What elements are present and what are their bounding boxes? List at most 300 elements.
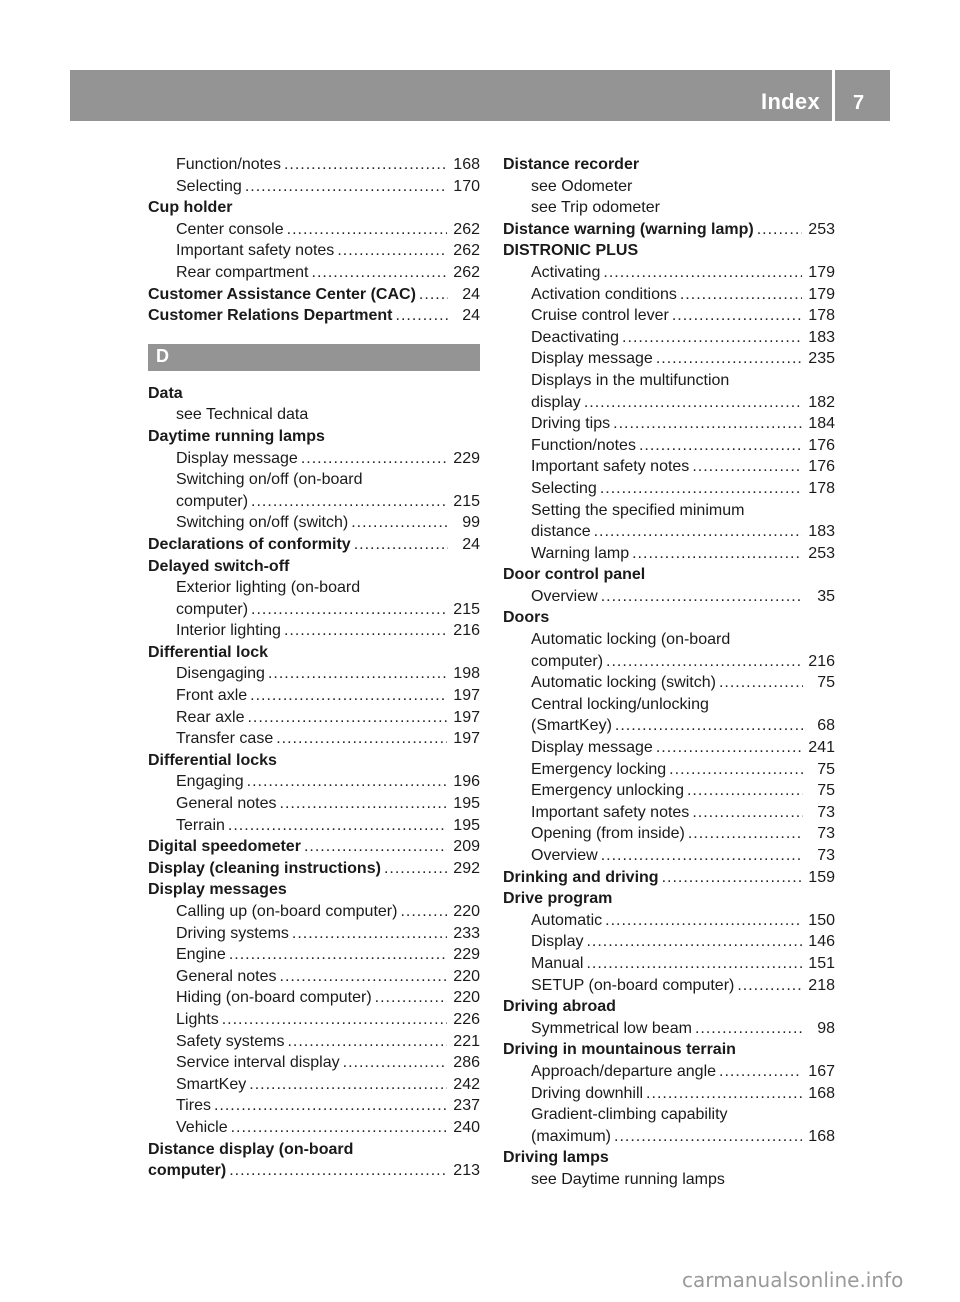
index-entry-sub	[503, 327, 835, 349]
dot-leader	[600, 478, 802, 500]
entry-label: Calling up (on-board computer)	[176, 901, 400, 923]
entry-label: Display message	[531, 737, 656, 759]
dot-leader	[247, 707, 447, 729]
entry-label: Important safety notes	[531, 456, 692, 478]
index-entry-main	[503, 867, 835, 889]
index-entry-sub	[503, 392, 835, 414]
entry-label: Symmetrical low beam	[531, 1018, 695, 1040]
entry-label: Warning lamp	[531, 543, 632, 565]
dot-leader	[280, 793, 448, 815]
index-entry-sub	[148, 1052, 480, 1074]
dot-leader	[312, 262, 448, 284]
page-reference: 168	[453, 156, 480, 173]
index-entry-sub	[148, 987, 480, 1009]
entry-label: Driving systems	[176, 923, 292, 945]
page-reference: 98	[817, 1019, 835, 1037]
entry-label: Distance warning (warning lamp)	[503, 219, 757, 241]
index-entry-sub	[148, 1074, 480, 1096]
index-entry-sub	[503, 953, 835, 975]
entry-label: distance	[531, 521, 594, 543]
entry-label: Selecting	[176, 176, 245, 198]
page-reference: 242	[453, 1075, 480, 1093]
entry-label: Activation conditions	[531, 284, 680, 306]
entry-label: DISTRONIC PLUS	[503, 240, 641, 262]
entry-label: Cup holder	[148, 197, 235, 219]
dot-leader	[229, 1160, 447, 1182]
entry-label: Display message	[176, 448, 301, 470]
index-entry-sub	[503, 1126, 835, 1148]
dot-leader	[646, 1083, 802, 1105]
page-reference: 151	[808, 954, 835, 972]
page-reference: 216	[808, 652, 835, 670]
page-number-box	[835, 70, 890, 121]
index-entry-sub	[148, 599, 480, 621]
dot-leader	[719, 1061, 802, 1083]
page-reference: 262	[453, 220, 480, 238]
dot-leader	[639, 435, 802, 457]
dot-leader	[400, 901, 447, 923]
dot-leader	[351, 512, 448, 534]
dot-leader	[375, 987, 448, 1009]
entry-label: Important safety notes	[531, 802, 692, 824]
page-reference: 176	[808, 458, 835, 476]
index-entry-sub	[503, 197, 835, 219]
entry-label: Cruise control lever	[531, 305, 672, 327]
page-reference: 209	[453, 838, 480, 856]
index-entry-sub	[148, 1095, 480, 1117]
entry-label: Automatic locking (switch)	[531, 672, 719, 694]
entry-label: Distance display (on-board	[148, 1139, 356, 1161]
entry-label: Switching on/off (switch)	[176, 512, 351, 534]
index-entry-sub	[148, 1117, 480, 1139]
index-entry-main	[148, 642, 480, 664]
page-reference: 216	[453, 622, 480, 640]
index-entry-sub	[503, 931, 835, 953]
index-entry-main	[503, 888, 835, 910]
entry-label: Doors	[503, 607, 552, 629]
section-header-d	[148, 344, 480, 371]
page-reference: 178	[808, 479, 835, 497]
index-entry-sub	[503, 975, 835, 997]
dot-leader	[222, 1009, 448, 1031]
page-reference: 24	[462, 285, 480, 303]
entry-label: General notes	[176, 966, 280, 988]
dot-leader	[669, 759, 803, 781]
page-reference: 150	[808, 911, 835, 929]
entry-label: Function/notes	[176, 154, 284, 176]
entry-label: Setting the specified minimum	[531, 500, 747, 522]
entry-label: Safety systems	[176, 1031, 287, 1053]
entry-label: Approach/departure angle	[531, 1061, 719, 1083]
dot-leader	[245, 176, 447, 198]
watermark: carmanualsonline.info	[682, 1268, 904, 1292]
index-entries-right	[503, 154, 835, 1191]
index-entry-main	[148, 426, 480, 448]
section-letter: D	[156, 345, 169, 366]
index-entry-sub	[503, 1061, 835, 1083]
entry-label: (SmartKey)	[531, 715, 615, 737]
index-entry-sub	[148, 1009, 480, 1031]
dot-leader	[586, 953, 802, 975]
entry-label: Switching on/off (on-board	[176, 469, 365, 491]
index-entry-sub	[503, 1083, 835, 1105]
dot-leader	[656, 348, 802, 370]
index-entry-sub	[148, 512, 480, 534]
entry-label: Center console	[176, 219, 287, 241]
index-entry-sub	[503, 348, 835, 370]
index-entry-sub	[503, 435, 835, 457]
index-entry-main	[148, 836, 480, 858]
page-reference: 159	[808, 868, 835, 886]
page-reference: 286	[453, 1054, 480, 1072]
dot-leader	[268, 663, 447, 685]
index-entry-main	[503, 1039, 835, 1061]
index-entry-sub	[148, 707, 480, 729]
entry-label: SETUP (on-board computer)	[531, 975, 737, 997]
index-entry-sub	[503, 780, 835, 802]
entry-label: General notes	[176, 793, 280, 815]
page-reference: 183	[808, 523, 835, 541]
page-reference: 198	[453, 665, 480, 683]
index-entry-sub	[148, 620, 480, 642]
entry-label: Hiding (on-board computer)	[176, 987, 375, 1009]
entry-label: Disengaging	[176, 663, 268, 685]
index-entry-sub	[148, 154, 480, 176]
dot-leader	[594, 521, 803, 543]
entry-label: Drive program	[503, 888, 615, 910]
page-reference: 215	[453, 492, 480, 510]
entry-label: Digital speedometer	[148, 836, 304, 858]
index-entry-sub	[503, 521, 835, 543]
page-reference: 241	[808, 739, 835, 757]
entry-label: Interior lighting	[176, 620, 284, 642]
dot-leader	[622, 327, 802, 349]
index-entry-sub	[503, 305, 835, 327]
dot-leader	[687, 780, 803, 802]
index-entry-sub	[503, 413, 835, 435]
index-entry-sub	[503, 802, 835, 824]
index-entry-sub	[148, 176, 480, 198]
entry-label: Front axle	[176, 685, 250, 707]
entry-label: Exterior lighting (on-board	[176, 577, 363, 599]
index-entry-sub	[503, 629, 835, 651]
page-reference: 146	[808, 933, 835, 951]
entry-label: Door control panel	[503, 564, 648, 586]
dot-leader	[396, 305, 449, 327]
dot-leader	[284, 620, 447, 642]
header-bar	[70, 70, 832, 121]
index-entry-sub	[503, 1104, 835, 1126]
page-reference: 197	[453, 687, 480, 705]
entry-label: Rear axle	[176, 707, 247, 729]
index-entry-sub	[148, 815, 480, 837]
page-reference: 182	[808, 393, 835, 411]
dot-leader	[605, 910, 802, 932]
entry-label: Overview	[531, 845, 601, 867]
entry-label: Emergency locking	[531, 759, 669, 781]
entry-label: Automatic	[531, 910, 605, 932]
page-reference: 75	[817, 674, 835, 692]
page-reference: 220	[453, 967, 480, 985]
entry-label: Customer Relations Department	[148, 305, 396, 327]
entry-label: Activating	[531, 262, 603, 284]
entry-label: Gradient-climbing capability	[531, 1104, 731, 1126]
index-entry-main	[148, 305, 480, 327]
entry-label: Automatic locking (on-board	[531, 629, 733, 651]
index-entry-sub	[503, 759, 835, 781]
entry-label: Distance recorder	[503, 154, 642, 176]
index-entry-sub	[148, 577, 480, 599]
entry-label: Lights	[176, 1009, 222, 1031]
entry-label: see Odometer	[531, 176, 635, 198]
index-column-right	[503, 154, 835, 1191]
page-reference: 195	[453, 795, 480, 813]
page-reference: 68	[817, 717, 835, 735]
index-entry-sub	[148, 469, 480, 491]
dot-leader	[231, 1117, 448, 1139]
index-entry-sub	[148, 240, 480, 262]
index-entry-sub	[148, 1031, 480, 1053]
index-entry-main	[148, 1160, 480, 1182]
dot-leader	[287, 1031, 447, 1053]
page-reference: 75	[817, 760, 835, 778]
index-entry-main	[503, 996, 835, 1018]
entry-label: Deactivating	[531, 327, 622, 349]
entry-label: Emergency unlocking	[531, 780, 687, 802]
page-reference: 73	[817, 847, 835, 864]
dot-leader	[292, 923, 447, 945]
page-reference: 24	[462, 535, 480, 553]
index-entry-sub	[503, 672, 835, 694]
index-entry-main	[148, 750, 480, 772]
dot-leader	[613, 413, 802, 435]
index-entry-sub	[148, 404, 480, 426]
index-entry-sub	[148, 219, 480, 241]
dot-leader	[603, 262, 802, 284]
dot-leader	[586, 931, 802, 953]
page-reference: 218	[808, 976, 835, 994]
page-reference: 24	[462, 307, 480, 325]
page-reference: 235	[808, 350, 835, 368]
page-reference: 215	[453, 600, 480, 618]
entry-label: Overview	[531, 586, 601, 608]
dot-leader	[601, 586, 803, 608]
index-entry-sub	[148, 491, 480, 513]
index-entry-sub	[503, 1018, 835, 1040]
page-reference: 167	[808, 1062, 835, 1080]
entry-label: computer)	[176, 599, 251, 621]
dot-leader	[229, 944, 447, 966]
dot-leader	[251, 599, 447, 621]
entry-label: Delayed switch-off	[148, 556, 292, 578]
page-reference: 73	[817, 825, 835, 843]
page-reference: 253	[808, 544, 835, 562]
page-number: 7	[853, 92, 865, 114]
index-entry-main	[148, 858, 480, 880]
entry-label: Tires	[176, 1095, 214, 1117]
page-reference: 213	[453, 1162, 480, 1180]
index-entry-sub	[503, 543, 835, 565]
index-entry-sub	[503, 694, 835, 716]
entry-label: Daytime running lamps	[148, 426, 328, 448]
index-entry-sub	[503, 176, 835, 198]
entry-label: see Trip odometer	[531, 197, 663, 219]
dot-leader	[615, 715, 803, 737]
index-entries-before-section	[148, 154, 480, 327]
page-reference: 35	[817, 587, 835, 605]
dot-leader	[228, 815, 447, 837]
index-entry-sub	[503, 478, 835, 500]
entry-label: Display message	[531, 348, 656, 370]
page-reference: 196	[453, 773, 480, 791]
entry-label: SmartKey	[176, 1074, 249, 1096]
entry-label: see Daytime running lamps	[531, 1169, 728, 1191]
entry-label: Important safety notes	[176, 240, 337, 262]
dot-leader	[737, 975, 802, 997]
dot-leader	[214, 1095, 447, 1117]
page-reference: 179	[808, 263, 835, 281]
index-entry-sub	[503, 284, 835, 306]
page-reference: 178	[808, 307, 835, 325]
index-entry-sub	[148, 771, 480, 793]
entry-label: Manual	[531, 953, 586, 975]
index-entry-sub	[148, 728, 480, 750]
dot-leader	[695, 1018, 803, 1040]
entry-label: Opening (from inside)	[531, 823, 688, 845]
entry-label: Differential lock	[148, 642, 271, 664]
entry-label: Vehicle	[176, 1117, 231, 1139]
index-entry-main	[148, 383, 480, 405]
index-entry-sub	[503, 1169, 835, 1191]
entry-label: Drinking and driving	[503, 867, 662, 889]
index-entry-main	[148, 534, 480, 556]
index-entry-sub	[503, 823, 835, 845]
dot-leader	[757, 219, 803, 241]
entry-label: Customer Assistance Center (CAC)	[148, 284, 419, 306]
index-entry-sub	[503, 910, 835, 932]
index-entry-sub	[503, 456, 835, 478]
header-title: Index	[761, 89, 820, 114]
entry-label: Driving in mountainous terrain	[503, 1039, 739, 1061]
dot-leader	[606, 651, 802, 673]
index-entry-sub	[148, 966, 480, 988]
dot-leader	[688, 823, 803, 845]
page-reference: 183	[808, 328, 835, 346]
dot-leader	[584, 392, 802, 414]
page-reference: 168	[808, 1127, 835, 1145]
index-entry-main	[148, 1139, 480, 1161]
index-entry-sub	[503, 586, 835, 608]
index-entries-section-d	[148, 383, 480, 1182]
page-reference: 168	[808, 1084, 835, 1102]
entry-label: Engaging	[176, 771, 247, 793]
page-reference: 75	[817, 782, 835, 800]
page-reference: 170	[453, 177, 480, 195]
index-entry-main	[503, 219, 835, 241]
page-reference: 253	[808, 220, 835, 238]
entry-label: Display	[531, 931, 586, 953]
index-entry-sub	[148, 448, 480, 470]
entry-label: Driving downhill	[531, 1083, 646, 1105]
index-entry-main	[148, 879, 480, 901]
page-reference: 73	[817, 803, 835, 821]
entry-label: Driving tips	[531, 413, 613, 435]
index-entry-sub	[503, 651, 835, 673]
page-reference: 233	[453, 924, 480, 942]
index-entry-sub	[148, 685, 480, 707]
dot-leader	[250, 685, 447, 707]
page-reference: 195	[453, 816, 480, 834]
dot-leader	[672, 305, 802, 327]
entry-label: Transfer case	[176, 728, 276, 750]
page-reference: 292	[453, 859, 480, 877]
entry-label: Terrain	[176, 815, 228, 837]
dot-leader	[692, 456, 802, 478]
page-reference: 197	[453, 730, 480, 748]
index-entry-main	[148, 556, 480, 578]
dot-leader	[601, 845, 803, 867]
entry-label: Declarations of conformity	[148, 534, 354, 556]
page-reference: 197	[453, 708, 480, 726]
page-reference: 262	[453, 242, 480, 260]
page-reference: 220	[453, 989, 480, 1007]
entry-label: Driving lamps	[503, 1147, 612, 1169]
index-entry-sub	[503, 370, 835, 392]
page-reference: 229	[453, 449, 480, 467]
entry-label: (maximum)	[531, 1126, 614, 1148]
page-reference: 262	[453, 263, 480, 281]
page-reference: 220	[453, 903, 480, 920]
dot-leader	[692, 802, 803, 824]
index-entry-sub	[148, 901, 480, 923]
entry-label: computer)	[148, 1160, 229, 1182]
entry-label: Display (cleaning instructions)	[148, 858, 384, 880]
dot-leader	[719, 672, 803, 694]
entry-label: Driving abroad	[503, 996, 619, 1018]
index-entry-sub	[503, 262, 835, 284]
dot-leader	[384, 858, 447, 880]
index-entry-sub	[148, 793, 480, 815]
entry-label: Central locking/unlocking	[531, 694, 712, 716]
index-entry-sub	[148, 663, 480, 685]
entry-label: Selecting	[531, 478, 600, 500]
entry-label: Function/notes	[531, 435, 639, 457]
entry-label: Rear compartment	[176, 262, 312, 284]
index-column-left	[148, 154, 480, 1182]
dot-leader	[656, 737, 802, 759]
page-reference: 240	[453, 1118, 480, 1136]
index-entry-sub	[148, 923, 480, 945]
entry-label: Display messages	[148, 879, 290, 901]
dot-leader	[419, 284, 448, 306]
page-reference: 176	[808, 436, 835, 454]
index-entry-main	[503, 564, 835, 586]
dot-leader	[287, 219, 448, 241]
dot-leader	[276, 728, 447, 750]
dot-leader	[301, 448, 447, 470]
index-entry-main	[503, 240, 835, 262]
page-reference: 184	[808, 415, 835, 433]
index-entry-sub	[503, 715, 835, 737]
page-reference: 99	[462, 514, 480, 532]
entry-label: computer)	[176, 491, 251, 513]
entry-label: display	[531, 392, 584, 414]
dot-leader	[247, 771, 448, 793]
page-reference: 221	[453, 1032, 480, 1050]
dot-leader	[304, 836, 447, 858]
dot-leader	[354, 534, 448, 556]
index-entry-main	[503, 1147, 835, 1169]
